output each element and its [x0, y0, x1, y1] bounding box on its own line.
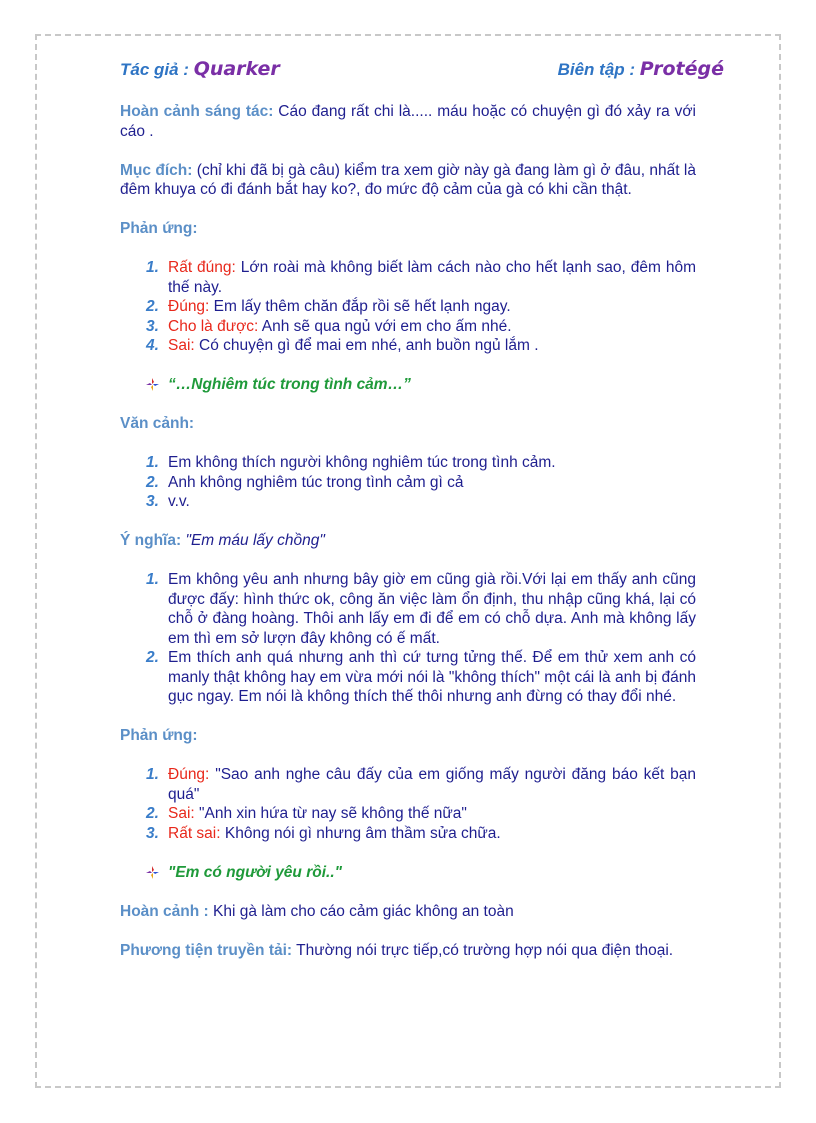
list-number: 2. [146, 805, 159, 822]
reaction-text: Lớn roài mà không biết làm cách nào cho hết lạnh sao, đêm hôm thế này. [168, 259, 696, 296]
list-item [146, 765, 696, 804]
pinwheel-bullet-icon [146, 866, 159, 879]
context-label: Hoàn cảnh sáng tác: [120, 103, 274, 120]
reaction-text: "Anh xin hứa từ nay sẽ không thế nữa" [194, 805, 467, 822]
list-item [146, 297, 696, 317]
list-number: 4. [146, 337, 159, 354]
list-number: 3. [146, 317, 159, 335]
context-list [120, 453, 696, 512]
list-item [146, 492, 696, 512]
medium-text: Thường nói trực tiếp,có trường hợp nói qua điện thoại. [292, 941, 674, 959]
context-heading-label: Văn cảnh: [120, 415, 195, 432]
list-item [146, 317, 696, 337]
list-text: v.v. [168, 493, 190, 510]
section-title-serious [120, 375, 696, 395]
medium-paragraph [120, 941, 696, 961]
reaction-key: Sai: [168, 805, 195, 822]
meaning-paragraph [120, 531, 696, 551]
editor-name: Protégé [639, 58, 724, 80]
reaction-heading-2 [120, 726, 696, 746]
reaction-key: Đúng: [168, 766, 210, 783]
list-item [146, 336, 696, 356]
list-number: 2. [146, 473, 159, 491]
purpose-paragraph [120, 161, 696, 200]
reaction-list-1 [120, 258, 696, 356]
reaction-text: "Sao anh nghe câu đấy của em giống mấy người đăng báo kết bạn quá" [168, 766, 696, 803]
list-item [146, 804, 696, 824]
author-name: Quarker [193, 58, 280, 80]
section-title-text: "Em có người yêu rồi.." [168, 863, 342, 881]
purpose-label: Mục đích: [120, 161, 193, 179]
reaction-label: Phản ứng: [120, 220, 198, 237]
purpose-text: (chỉ khi đã bị gà câu) kiểm tra xem giờ này gà đang làm gì ở đâu, nhất là đêm khuya có đi đánh bắt hay ko?, đo mức độ cảm của gà có khi cần thật. [120, 161, 696, 198]
list-item [146, 824, 696, 844]
context-paragraph [120, 102, 696, 141]
list-number: 1. [146, 571, 159, 588]
list-number: 1. [146, 454, 159, 471]
context-paragraph-3 [120, 902, 696, 922]
reaction-key: Đúng: [168, 298, 210, 315]
reaction-label: Phản ứng: [120, 727, 198, 744]
author-line [120, 58, 280, 80]
list-number: 2. [146, 649, 159, 666]
reaction-key: Cho là được: [168, 317, 259, 335]
list-number: 3. [146, 824, 159, 842]
editor-label: Biên tập : [557, 60, 640, 79]
medium-label: Phương tiện truyền tải: [120, 941, 293, 959]
reaction-text: Em lấy thêm chăn đắp rồi sẽ hết lạnh ngay. [209, 298, 511, 315]
context-text: Khi gà làm cho cáo cảm giác không an toàn [208, 902, 514, 920]
reaction-key: Rất sai: [168, 824, 221, 842]
list-text: Anh không nghiêm túc trong tình cảm gì cả [168, 473, 464, 491]
list-item [146, 570, 696, 648]
list-number: 2. [146, 298, 159, 315]
section-title-text: “…Nghiêm túc trong tình cảm…” [168, 376, 411, 393]
list-text: Em không yêu anh nhưng bây giờ em cũng già rồi.Với lại em thấy anh cũng được đấy: hình thức ok, công ăn việc làm ổn định, thu nhập cũng khá, lại có chỗ ở đàng hoàng. Thôi anh lấy em đi để em có chỗ dựa. Anh mà không lấy em thì em sở lượn đây không có ế mất. [168, 571, 696, 647]
section-title-lover [120, 863, 696, 883]
reaction-heading-1 [120, 219, 696, 239]
list-number: 1. [146, 259, 159, 276]
list-text: Em không thích người không nghiêm túc trong tình cảm. [168, 454, 556, 471]
reaction-text: Có chuyện gì để mai em nhé, anh buồn ngủ lắm . [194, 337, 539, 354]
meaning-text: "Em máu lấy chồng" [181, 532, 325, 549]
context-label: Hoàn cảnh : [120, 902, 209, 920]
list-text: Em thích anh quá nhưng anh thì cứ tưng tửng thế. Để em thử xem anh có manly thật không hay em vừa mới nói là "không thích" một cái là anh bị đánh gục ngay. Em nói là không thích thế thôi nhưng anh đừng có thay đổi nhé. [168, 649, 696, 705]
meaning-label: Ý nghĩa: [120, 532, 182, 549]
list-item [146, 648, 696, 707]
list-number: 3. [146, 493, 159, 510]
context-heading [120, 414, 696, 434]
reaction-key: Sai: [168, 337, 195, 354]
reaction-key: Rất đúng: [168, 259, 236, 276]
context-text: Cáo đang rất chi là..... máu hoặc có chuyện gì đó xảy ra với cáo . [120, 103, 697, 140]
reaction-list-2 [120, 765, 696, 843]
meaning-list [120, 570, 696, 707]
list-item [146, 258, 696, 297]
document-body [120, 102, 696, 980]
list-number: 1. [146, 766, 159, 783]
reaction-text: Anh sẽ qua ngủ với em cho ấm nhé. [258, 317, 512, 335]
list-item [146, 473, 696, 493]
editor-line [558, 58, 724, 80]
list-item [146, 453, 696, 473]
author-label: Tác giả : [120, 60, 194, 79]
reaction-text: Không nói gì nhưng âm thầm sửa chữa. [220, 824, 501, 842]
pinwheel-bullet-icon [146, 378, 159, 391]
